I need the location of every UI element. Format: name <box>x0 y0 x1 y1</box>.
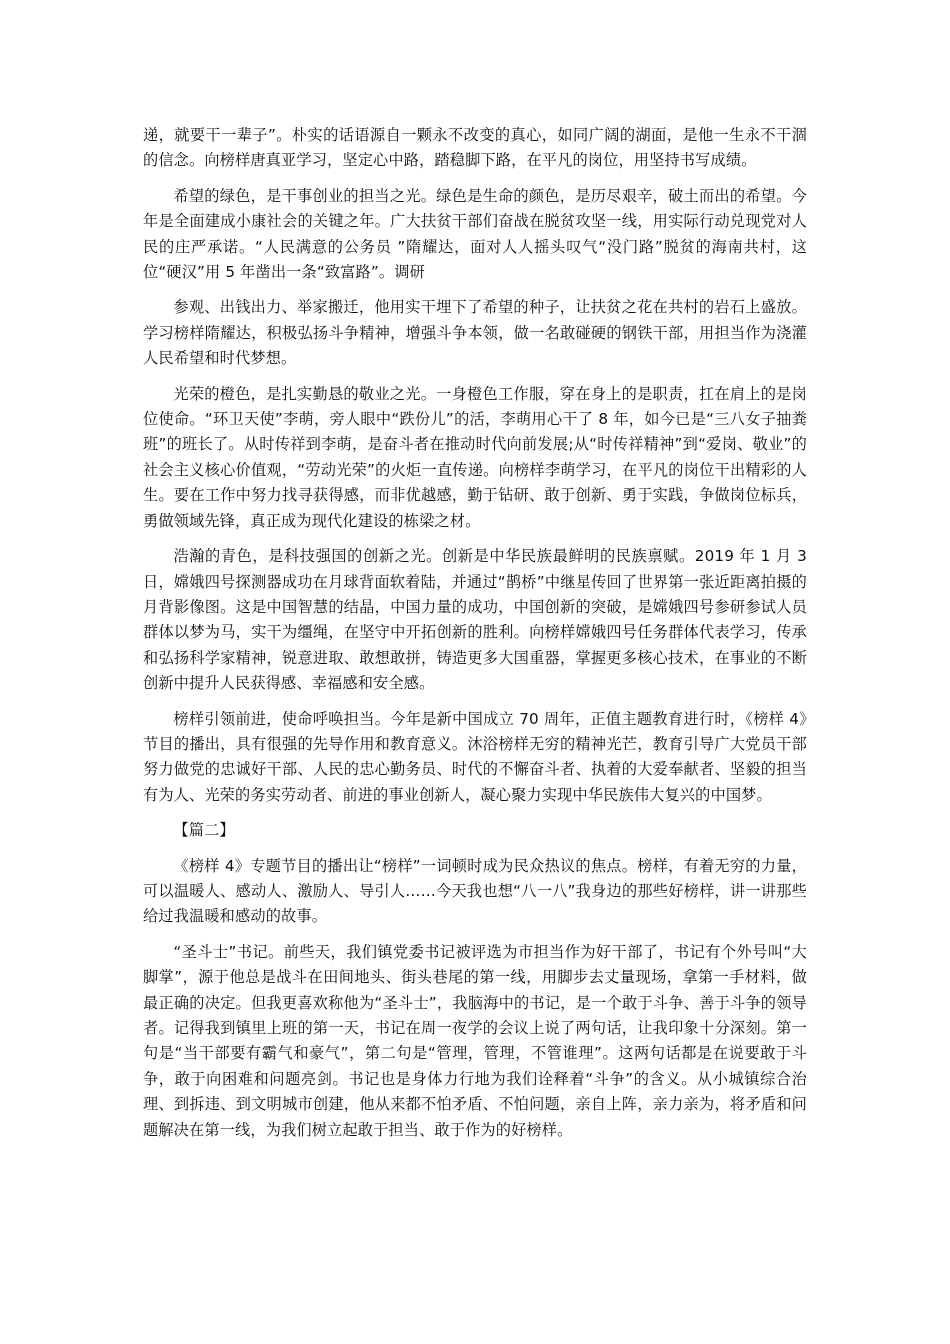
paragraph-1: 递，就要干一辈子”。朴实的话语源自一颗永不改变的真心，如同广阔的湖面，是他一生永不干涸的信念。向榜样唐真亚学习，坚定心中路，踏稳脚下路，在平凡的岗位，用坚持书写成绩。 <box>143 126 807 170</box>
document-body <box>143 123 807 1153</box>
paragraph-8: “圣斗士”书记。前些天，我们镇党委书记被评选为市担当作为好干部了，书记有个外号叫“大脚掌”，源于他总是战斗在田间地头、街头巷尾的第一线，用脚步去丈量现场，拿第一手材料，做最正确的决定。但我更喜欢称他为“圣斗士”，我脑海中的书记，是一个敢于斗争、善于斗争的领导者。记得我到镇里上班的第一天，书记在周一夜学的会议上说了两句话，让我印象十分深刻。第一句是“当干部要有霸气和豪气”，第二句是“管理，管理，不管谁理”。这两句话都是在说要敢于斗争，敢于向困难和问题亮剑。书记也是身体力行地为我们诠释着“斗争”的含义。从小城镇综合治理、到拆违、到文明城市创建，他从来都不怕矛盾、不怕问题，亲自上阵，亲力亲为，将矛盾和问题解决在第一线，为我们树立起敢于担当、敢于作为的好榜样。 <box>143 942 807 1139</box>
paragraph-2: 希望的绿色，是干事创业的担当之光。绿色是生命的颜色，是历尽艰辛，破土而出的希望。今年是全面建成小康社会的关键之年。广大扶贫干部们奋战在脱贫攻坚一线，用实际行动兑现党对人民的庄严承诺。“人民满意的公务员 ”隋耀达，面对人人摇头叹气“没门路”脱贫的海南共村，这位“硬汉”用 5 年凿出一条“致富路”。调研 <box>143 186 807 282</box>
paragraph-4: 光荣的橙色，是扎实勤恳的敬业之光。一身橙色工作服，穿在身上的是职责，扛在肩上的是岗位使命。“环卫天使”李萌，旁人眼中“跌份儿”的活，李萌用心干了 8 年，如今已是“三八女子抽粪班”的班长了。从时传祥到李萌，是奋斗者在推动时代向前发展;从“时传祥精神”到“爱岗、敬业”的社会主义核心价值观，“劳动光荣”的火炬一直传递。向榜样李萌学习，在平凡的岗位干出精彩的人生。要在工作中努力找寻获得感，而非优越感，勤于钻研、敢于创新、勇于实践，争做岗位标兵，勇做领域先锋，真正成为现代化建设的栋梁之材。 <box>143 384 807 530</box>
paragraph-7: 《榜样 4》专题节目的播出让“榜样”一词顿时成为民众热议的焦点。榜样，有着无穷的力量，可以温暖人、感动人、激励人、导引人……今天我也想“八一八”我身边的那些好榜样，讲一讲那些给过我温暖和感动的故事。 <box>143 856 807 926</box>
paragraph-3: 参观、出钱出力、举家搬迁，他用实干埋下了希望的种子，让扶贫之花在共村的岩石上盛放。学习榜样隋耀达，积极弘扬斗争精神，增强斗争本领，做一名敢碰硬的钢铁干部，用担当作为浇灌人民希望和时代梦想。 <box>143 298 807 368</box>
paragraph-6: 榜样引领前进，使命呼唤担当。今年是新中国成立 70 周年，正值主题教育进行时，《榜样 4》节目的播出，具有很强的先导作用和教育意义。沐浴榜样无穷的精神光芒，教育引导广大党员干部努力做党的忠诚好干部、人民的忠心勤务员、时代的不懈奋斗者、执着的大爱奉献者、坚毅的担当有为人、光荣的务实劳动者、前进的事业创新人，凝心聚力实现中华民族伟大复兴的中国梦。 <box>143 709 807 804</box>
paragraph-5: 浩瀚的青色，是科技强国的创新之光。创新是中华民族最鲜明的民族禀赋。2019 年 1 月 3 日，嫦娥四号探测器成功在月球背面软着陆，并通过“鹊桥”中继星传回了世界第一张近距离拍摄的月背影像图。这是中国智慧的结晶，中国力量的成功，中国创新的突破，是嫦娥四号参研参试人员群体以梦为马，实干为缰绳，在坚守中开拓创新的胜利。向榜样嫦娥四号任务群体代表学习，传承和弘扬科学家精神，锐意进取、敢想敢拼，铸造更多大国重器，掌握更多核心技术，在事业的不断创新中提升人民获得感、幸福感和安全感。 <box>143 547 807 693</box>
section-heading: 【篇二】 <box>173 821 235 840</box>
